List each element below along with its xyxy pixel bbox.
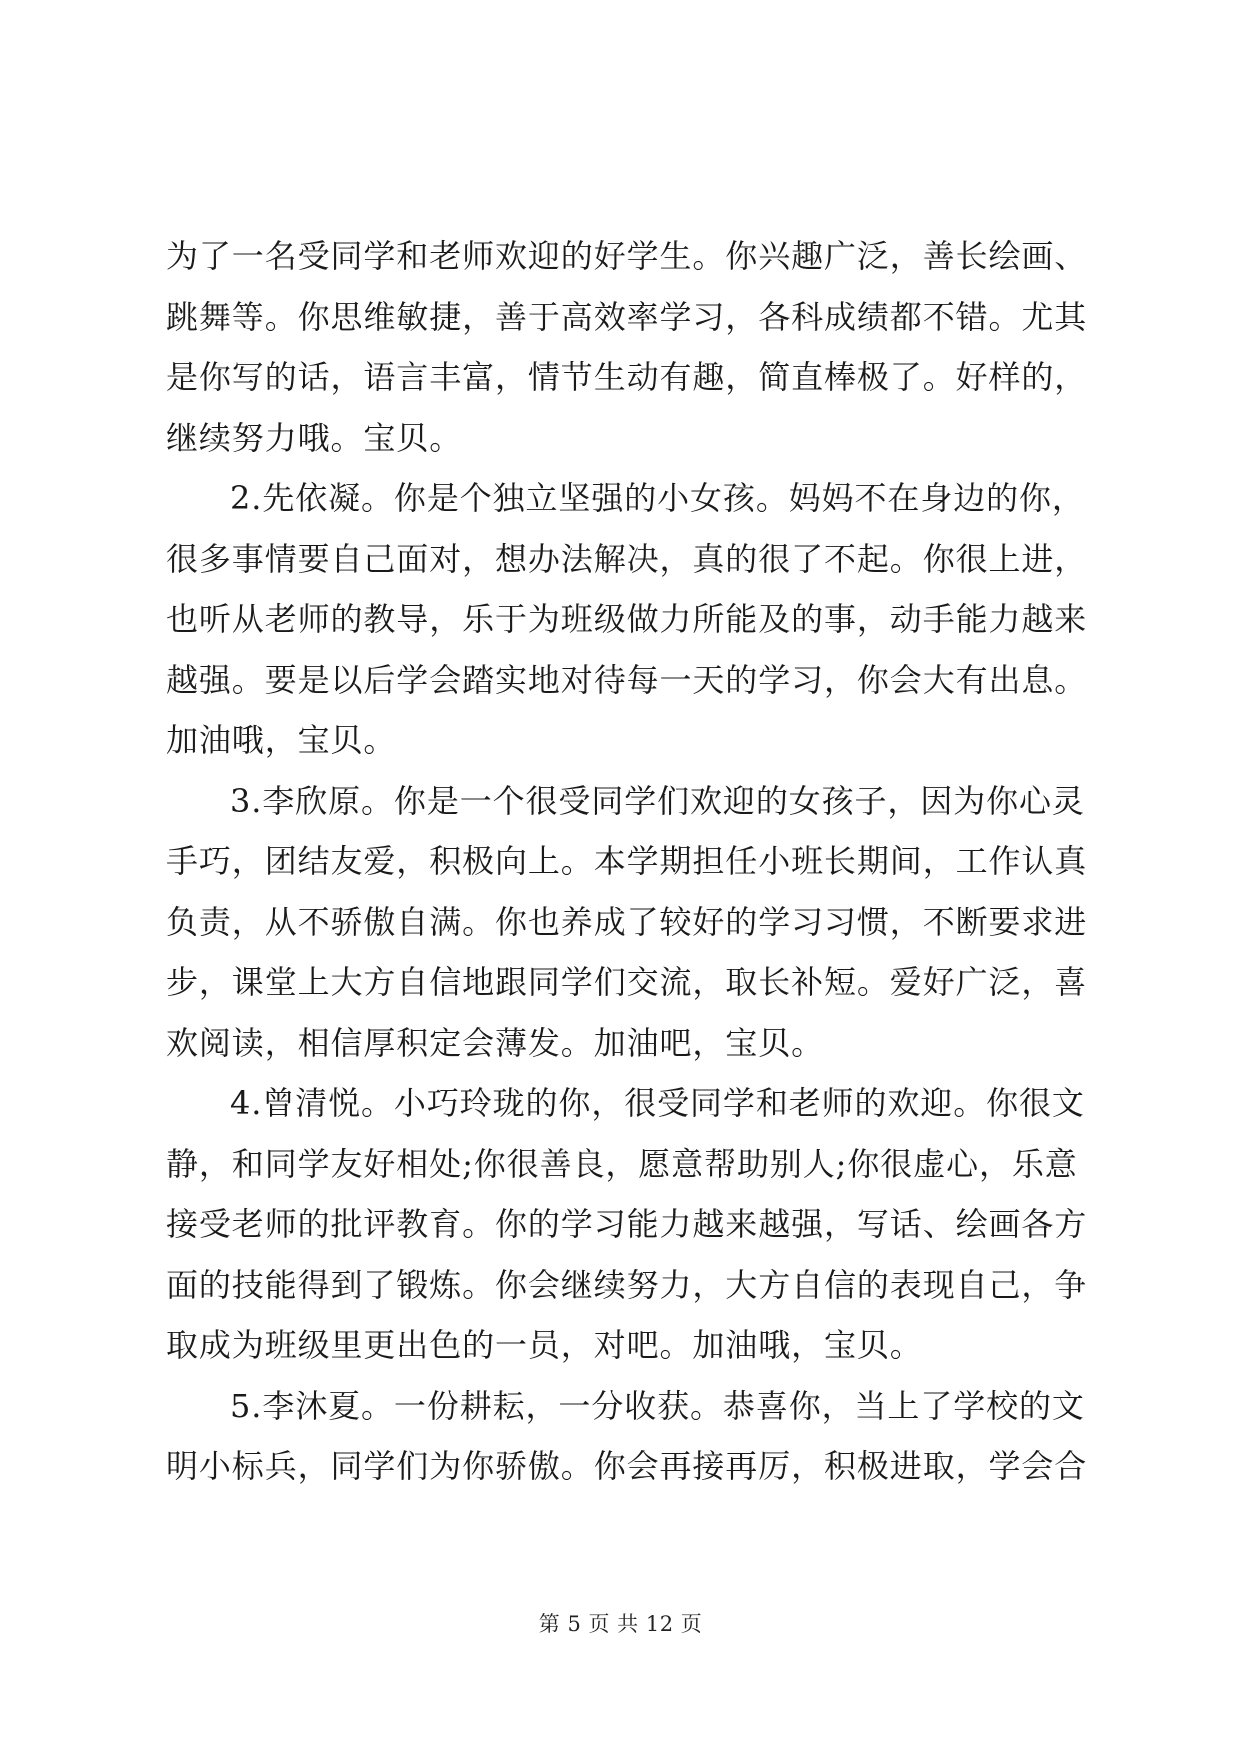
text-line: 静，和同学友好相处;你很善良，愿意帮助别人;你很虚心，乐意 bbox=[166, 1144, 1078, 1183]
text-line: 接受老师的批评教育。你的学习能力越来越强，写话、绘画各方 bbox=[166, 1205, 1088, 1243]
text-line: 是你写的话，语言丰富，情节生动有趣，简直棒极了。好样的， bbox=[166, 358, 1088, 396]
text-line: 步，课堂上大方自信地跟同学们交流，取长补短。爱好广泛，喜 bbox=[166, 963, 1088, 1001]
text-line: 负责，从不骄傲自满。你也养成了较好的学习习惯，不断要求进 bbox=[166, 902, 1088, 941]
text-line: 欢阅读，相信厚积定会薄发。加油吧，宝贝。 bbox=[166, 1023, 825, 1062]
text-line: 为了一名受同学和老师欢迎的好学生。你兴趣广泛，善长绘画、 bbox=[166, 237, 1088, 275]
text-line: 4.曾清悦。小巧玲珑的你，很受同学和老师的欢迎。你很文 bbox=[230, 1084, 1085, 1122]
text-line: 跳舞等。你思维敏捷，善于高效率学习，各科成绩都不错。尤其 bbox=[166, 297, 1088, 336]
text-line: 明小标兵，同学们为你骄傲。你会再接再厉，积极进取，学会合 bbox=[166, 1447, 1088, 1485]
body-text bbox=[166, 226, 1088, 1497]
page-footer: 第 5 页 共 12 页 bbox=[538, 1612, 703, 1636]
text-line: 面的技能得到了锻炼。你会继续努力，大方自信的表现自己，争 bbox=[166, 1265, 1088, 1304]
text-line: 手巧，团结友爱，积极向上。本学期担任小班长期间，工作认真 bbox=[166, 842, 1088, 880]
text-line: 5.李沐夏。一份耕耘，一分收获。恭喜你，当上了学校的文 bbox=[230, 1386, 1085, 1425]
text-line: 越强。要是以后学会踏实地对待每一天的学习，你会大有出息。 bbox=[166, 660, 1088, 699]
text-line: 取成为班级里更出色的一员，对吧。加油哦，宝贝。 bbox=[166, 1326, 923, 1364]
text-line: 继续努力哦。宝贝。 bbox=[166, 418, 463, 457]
text-line: 2.先依凝。你是个独立坚强的小女孩。妈妈不在身边的你， bbox=[230, 479, 1085, 517]
text-line: 3.李欣原。你是一个很受同学们欢迎的女孩子，因为你心灵 bbox=[230, 781, 1085, 820]
text-line: 加油哦，宝贝。 bbox=[166, 721, 397, 759]
text-line: 很多事情要自己面对，想办法解决，真的很了不起。你很上进， bbox=[166, 539, 1088, 578]
text-line: 也听从老师的教导，乐于为班级做力所能及的事，动手能力越来 bbox=[166, 600, 1088, 638]
